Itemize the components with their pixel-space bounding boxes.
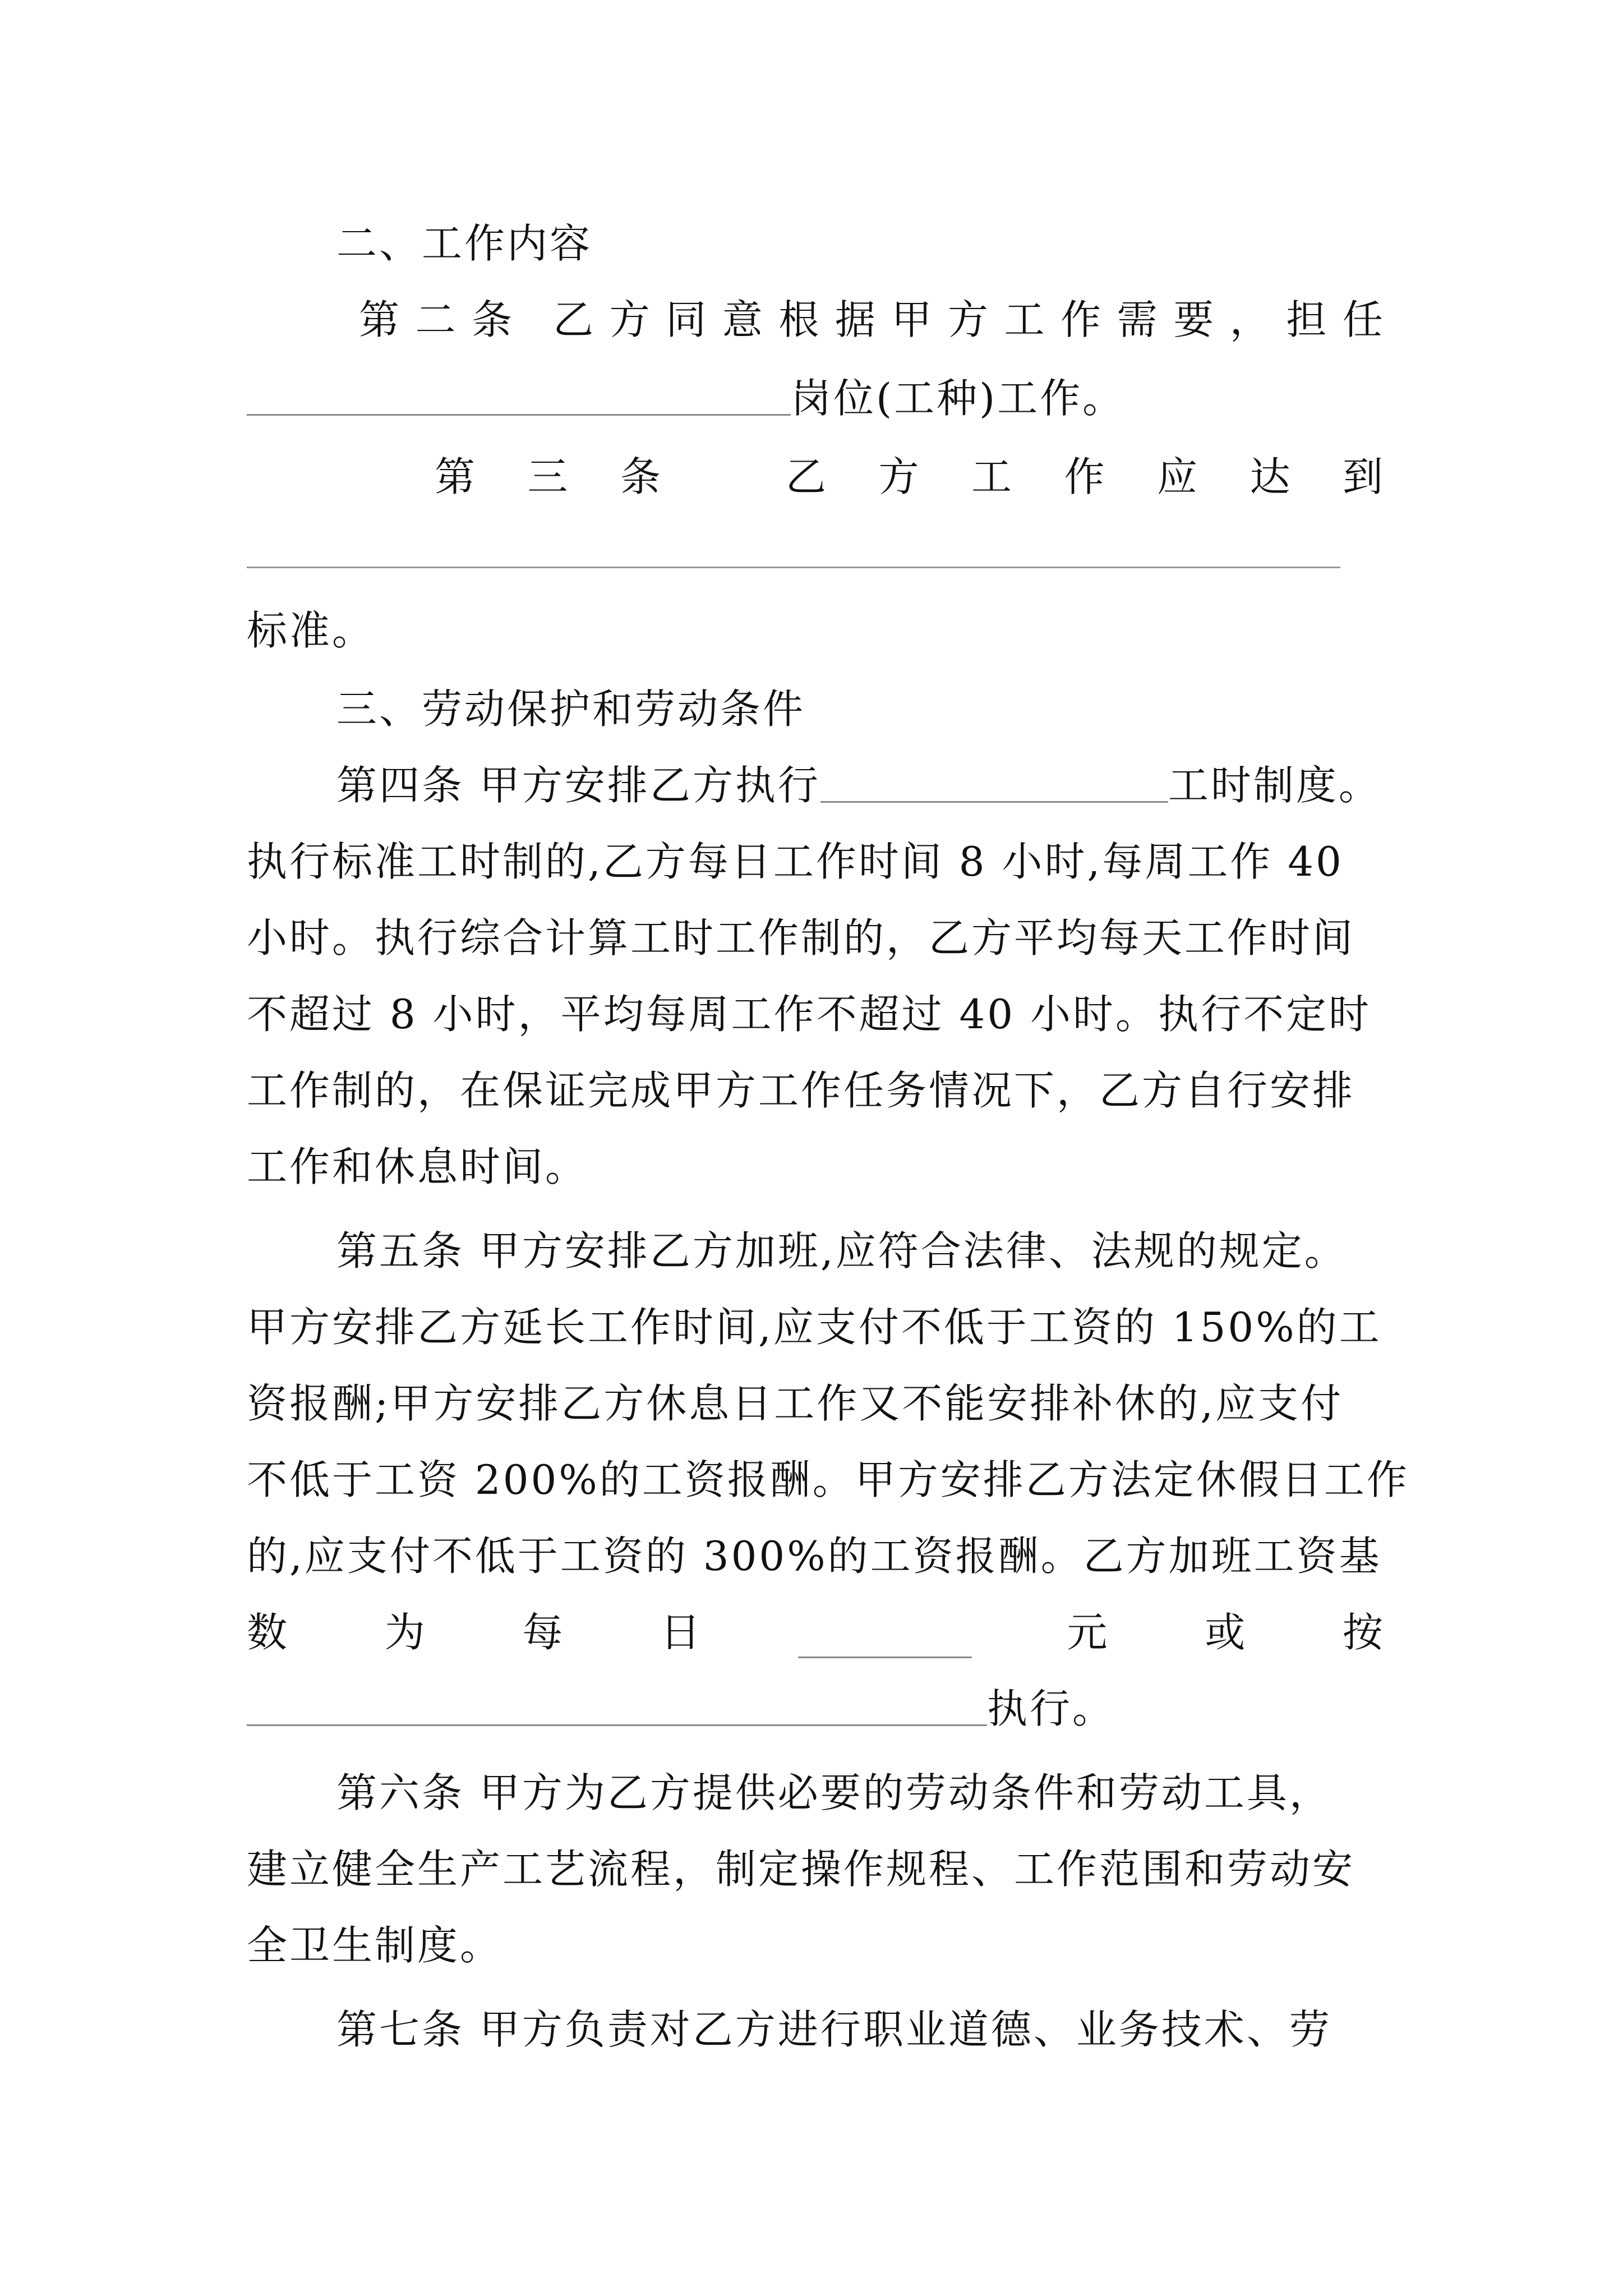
char: 工 — [1004, 296, 1047, 343]
article-2-line-1 — [359, 286, 1385, 353]
char: 三 — [527, 453, 570, 500]
char: 方 — [878, 453, 921, 500]
article-3-line-1 — [435, 443, 1385, 510]
char: 乙 — [785, 453, 828, 500]
article-4-line-2: 执行标准工时制的,乙方每日工作时间 8 小时,每周工作 40 — [247, 838, 1344, 885]
char: 为 — [384, 1609, 427, 1656]
article-2-line-2 — [247, 365, 1385, 432]
char: 需 — [1117, 296, 1160, 343]
article-6-line-3: 全卫生制度。 — [247, 1922, 503, 1969]
article-4-prefix: 第四条 甲方安排乙方执行 — [336, 762, 820, 809]
article-4-line-3: 小时。执行综合计算工时工作制的，乙方平均每天工作时间 — [247, 914, 1355, 961]
char: 甲 — [891, 296, 934, 343]
section-heading-labor-protection: 三、劳动保护和劳动条件 — [336, 685, 806, 733]
article-5-line-2: 甲方安排乙方延长工作时间,应支付不低于工资的 150%的工 — [247, 1304, 1382, 1351]
char: 担 — [1286, 296, 1329, 343]
char: 方 — [948, 296, 991, 343]
article-5-line-6 — [247, 1599, 1385, 1666]
fill-in-blank-daily-amount[interactable] — [798, 1607, 972, 1658]
article-4-line-4: 不超过 8 小时，平均每周工作不超过 40 小时。执行不定时 — [247, 991, 1371, 1038]
fill-in-blank-overtime-basis[interactable] — [247, 1675, 987, 1726]
char: 第 — [359, 296, 402, 343]
article-4-line-1 — [336, 752, 1385, 819]
section-heading-work-content: 二、工作内容 — [336, 220, 593, 267]
char: 或 — [1205, 1609, 1248, 1656]
char: 工 — [971, 453, 1014, 500]
char: 意 — [722, 296, 765, 343]
fill-in-blank-work-hours[interactable] — [820, 752, 1168, 803]
article-5-suffix: 执行。 — [987, 1685, 1115, 1732]
char: 二 — [415, 296, 458, 343]
char: 日 — [660, 1609, 703, 1656]
char: 到 — [1342, 453, 1385, 500]
char: 作 — [1061, 296, 1104, 343]
char: 同 — [666, 296, 709, 343]
article-6-line-2: 建立健全生产工艺流程，制定操作规程、工作范围和劳动安 — [247, 1846, 1355, 1893]
article-4-line-5: 工作制的，在保证完成甲方工作任务情况下，乙方自行安排 — [247, 1067, 1355, 1114]
fill-in-blank-standard[interactable] — [247, 567, 1340, 568]
article-5-line-7 — [247, 1675, 1385, 1742]
char: 数 — [247, 1609, 290, 1656]
article-5-line-3: 资报酬;甲方安排乙方休息日工作又不能安排补休的,应支付 — [247, 1380, 1344, 1427]
char: 根 — [778, 296, 822, 343]
article-5-line-4: 不低于工资 200%的工资报酬。甲方安排乙方法定休假日工作 — [247, 1456, 1409, 1503]
char: 第 — [435, 453, 478, 500]
article-6-line-1: 第六条 甲方为乙方提供必要的劳动条件和劳动工具， — [336, 1769, 1332, 1816]
char: 每 — [522, 1609, 565, 1656]
article-7-line-1: 第七条 甲方负责对乙方进行职业道德、业务技术、劳 — [336, 2006, 1332, 2053]
char: 作 — [1064, 453, 1107, 500]
char: 按 — [1342, 1609, 1385, 1656]
char: 条 — [620, 453, 663, 500]
char: 条 — [472, 296, 515, 343]
char: 任 — [1342, 296, 1385, 343]
char: 乙 — [553, 296, 596, 343]
char: 要 — [1173, 296, 1216, 343]
char: 应 — [1156, 453, 1200, 500]
article-4-suffix: 工时制度。 — [1168, 762, 1381, 809]
char: 元 — [1067, 1609, 1110, 1656]
char: ， — [1229, 296, 1272, 343]
article-5-line-1: 第五条 甲方安排乙方加班,应符合法律、法规的规定。 — [336, 1227, 1347, 1274]
char: 方 — [609, 296, 652, 343]
char: 据 — [834, 296, 878, 343]
article-4-line-6: 工作和休息时间。 — [247, 1143, 588, 1190]
fill-in-blank-position[interactable] — [247, 365, 791, 416]
article-3-line-3: 标准。 — [247, 607, 375, 654]
article-5-line-5: 的,应支付不低于工资的 300%的工资报酬。乙方加班工资基 — [247, 1533, 1382, 1580]
char: 达 — [1249, 453, 1293, 500]
article-2-suffix: 岗位(工种)工作。 — [791, 375, 1126, 422]
